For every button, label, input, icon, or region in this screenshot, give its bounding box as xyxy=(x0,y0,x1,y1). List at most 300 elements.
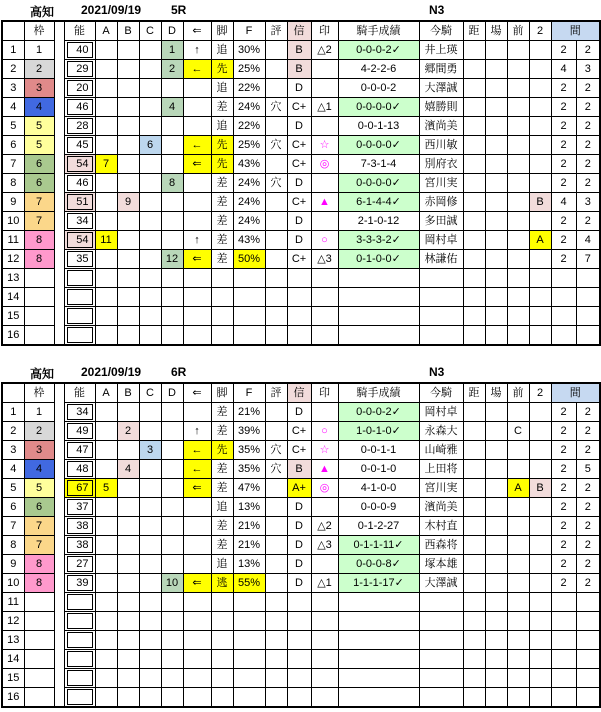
prev-cell[interactable] xyxy=(507,288,529,307)
eval-cell[interactable]: 穴 xyxy=(265,174,287,193)
mark-cell[interactable] xyxy=(311,593,338,612)
arrow-cell[interactable] xyxy=(183,593,211,612)
arrow-cell[interactable]: ↑ xyxy=(183,41,211,60)
frame-cell[interactable]: 1 xyxy=(24,403,54,422)
rank-d-cell[interactable]: 10 xyxy=(161,574,183,593)
f-rate-cell[interactable] xyxy=(233,688,265,708)
ability-cell[interactable] xyxy=(64,307,95,326)
jockey-record-cell[interactable] xyxy=(338,631,419,650)
interval-cell-2[interactable]: 2 xyxy=(576,155,600,174)
eval-cell[interactable]: 穴 xyxy=(265,460,287,479)
confidence-cell[interactable]: C+ xyxy=(287,193,311,212)
jockey-name-cell[interactable] xyxy=(419,688,463,708)
prev-cell[interactable] xyxy=(507,269,529,288)
track-cell[interactable] xyxy=(485,498,507,517)
distance-cell[interactable] xyxy=(463,593,485,612)
row-number-cell[interactable]: 15 xyxy=(2,307,24,326)
f-rate-cell[interactable] xyxy=(233,650,265,669)
confidence-cell[interactable]: D xyxy=(287,212,311,231)
rank-c-cell[interactable] xyxy=(139,155,161,174)
eval-cell[interactable] xyxy=(265,403,287,422)
rank-b-cell[interactable] xyxy=(117,41,139,60)
rank-b-cell[interactable] xyxy=(117,79,139,98)
jockey-name-cell[interactable]: 嬉勝則 xyxy=(419,98,463,117)
confidence-cell[interactable]: C+ xyxy=(287,441,311,460)
rank-c-cell[interactable] xyxy=(139,669,161,688)
frame-cell[interactable] xyxy=(24,288,54,307)
row-number-cell[interactable]: 12 xyxy=(2,612,24,631)
rank-c-cell[interactable] xyxy=(139,193,161,212)
confidence-cell[interactable] xyxy=(287,288,311,307)
distance-cell[interactable] xyxy=(463,555,485,574)
leg-type-cell[interactable]: 追 xyxy=(211,498,233,517)
eval-cell[interactable] xyxy=(265,231,287,250)
rank-b-cell[interactable] xyxy=(117,612,139,631)
interval-cell-2[interactable] xyxy=(576,307,600,326)
prev-cell[interactable] xyxy=(507,441,529,460)
jockey-record-cell[interactable] xyxy=(338,269,419,288)
jockey-name-cell[interactable] xyxy=(419,612,463,631)
gap-cell[interactable] xyxy=(54,403,64,422)
frame-cell[interactable] xyxy=(24,326,54,346)
rank-a-cell[interactable] xyxy=(95,441,117,460)
prev-cell[interactable] xyxy=(507,688,529,708)
f-rate-cell[interactable]: 24% xyxy=(233,193,265,212)
rank-d-cell[interactable] xyxy=(161,288,183,307)
interval-cell-1[interactable]: 2 xyxy=(551,136,576,155)
two-cell[interactable] xyxy=(529,460,551,479)
track-cell[interactable] xyxy=(485,441,507,460)
arrow-cell[interactable] xyxy=(183,669,211,688)
interval-cell-2[interactable] xyxy=(576,612,600,631)
rank-c-cell[interactable] xyxy=(139,326,161,346)
track-cell[interactable] xyxy=(485,288,507,307)
interval-cell-1[interactable]: 2 xyxy=(551,422,576,441)
ability-cell[interactable] xyxy=(64,250,95,269)
arrow-cell[interactable] xyxy=(183,403,211,422)
leg-type-cell[interactable]: 差 xyxy=(211,517,233,536)
jockey-record-cell[interactable]: 0-1-1-11✓ xyxy=(338,536,419,555)
f-rate-cell[interactable]: 55% xyxy=(233,574,265,593)
rank-d-cell[interactable] xyxy=(161,688,183,708)
rank-d-cell[interactable] xyxy=(161,498,183,517)
eval-cell[interactable] xyxy=(265,593,287,612)
confidence-cell[interactable]: C+ xyxy=(287,250,311,269)
f-rate-cell[interactable] xyxy=(233,612,265,631)
interval-cell-2[interactable]: 2 xyxy=(576,136,600,155)
leg-type-cell[interactable]: 追 xyxy=(211,117,233,136)
distance-cell[interactable] xyxy=(463,631,485,650)
row-number-cell[interactable]: 15 xyxy=(2,669,24,688)
jockey-name-cell[interactable]: 濱尚美 xyxy=(419,498,463,517)
interval-cell-2[interactable] xyxy=(576,631,600,650)
interval-cell-1[interactable] xyxy=(551,612,576,631)
interval-cell-1[interactable]: 2 xyxy=(551,174,576,193)
row-number-cell[interactable]: 14 xyxy=(2,650,24,669)
confidence-cell[interactable] xyxy=(287,631,311,650)
frame-cell[interactable]: 7 xyxy=(24,212,54,231)
mark-cell[interactable]: ○ xyxy=(311,231,338,250)
rank-d-cell[interactable] xyxy=(161,422,183,441)
distance-cell[interactable] xyxy=(463,174,485,193)
distance-cell[interactable] xyxy=(463,574,485,593)
jockey-record-cell[interactable]: 4-1-0-0 xyxy=(338,479,419,498)
rank-c-cell[interactable] xyxy=(139,41,161,60)
prev-cell[interactable] xyxy=(507,231,529,250)
rank-a-cell[interactable] xyxy=(95,555,117,574)
eval-cell[interactable] xyxy=(265,288,287,307)
frame-cell[interactable] xyxy=(24,650,54,669)
mark-cell[interactable]: △2 xyxy=(311,41,338,60)
leg-type-cell[interactable]: 差 xyxy=(211,250,233,269)
interval-cell-2[interactable]: 2 xyxy=(576,517,600,536)
leg-type-cell[interactable] xyxy=(211,326,233,346)
frame-cell[interactable] xyxy=(24,669,54,688)
row-number-cell[interactable]: 7 xyxy=(2,155,24,174)
eval-cell[interactable] xyxy=(265,669,287,688)
frame-cell[interactable]: 3 xyxy=(24,79,54,98)
rank-c-cell[interactable] xyxy=(139,98,161,117)
frame-cell[interactable]: 8 xyxy=(24,555,54,574)
eval-cell[interactable] xyxy=(265,307,287,326)
f-rate-cell[interactable] xyxy=(233,326,265,346)
distance-cell[interactable] xyxy=(463,41,485,60)
distance-cell[interactable] xyxy=(463,688,485,708)
rank-b-cell[interactable] xyxy=(117,650,139,669)
interval-cell-2[interactable] xyxy=(576,593,600,612)
eval-cell[interactable] xyxy=(265,517,287,536)
leg-type-cell[interactable]: 差 xyxy=(211,174,233,193)
rank-c-cell[interactable] xyxy=(139,555,161,574)
rank-d-cell[interactable] xyxy=(161,193,183,212)
f-rate-cell[interactable] xyxy=(233,269,265,288)
rank-b-cell[interactable] xyxy=(117,231,139,250)
distance-cell[interactable] xyxy=(463,288,485,307)
rank-c-cell[interactable] xyxy=(139,517,161,536)
track-cell[interactable] xyxy=(485,98,507,117)
interval-cell-1[interactable] xyxy=(551,669,576,688)
arrow-cell[interactable] xyxy=(183,212,211,231)
ability-cell[interactable] xyxy=(64,98,95,117)
track-cell[interactable] xyxy=(485,41,507,60)
jockey-name-cell[interactable]: 宮川実 xyxy=(419,174,463,193)
arrow-cell[interactable]: ⇐ xyxy=(183,574,211,593)
rank-c-cell[interactable] xyxy=(139,288,161,307)
rank-d-cell[interactable] xyxy=(161,307,183,326)
prev-cell[interactable] xyxy=(507,117,529,136)
arrow-cell[interactable] xyxy=(183,288,211,307)
prev-cell[interactable] xyxy=(507,669,529,688)
jockey-name-cell[interactable]: 濱尚美 xyxy=(419,117,463,136)
f-rate-cell[interactable]: 50% xyxy=(233,250,265,269)
track-cell[interactable] xyxy=(485,650,507,669)
rank-d-cell[interactable] xyxy=(161,79,183,98)
jockey-name-cell[interactable]: 岡村卓 xyxy=(419,231,463,250)
arrow-cell[interactable] xyxy=(183,536,211,555)
track-cell[interactable] xyxy=(485,612,507,631)
row-number-cell[interactable]: 7 xyxy=(2,517,24,536)
interval-cell-2[interactable]: 3 xyxy=(576,60,600,79)
track-cell[interactable] xyxy=(485,193,507,212)
rank-b-cell[interactable] xyxy=(117,136,139,155)
rank-a-cell[interactable]: 11 xyxy=(95,231,117,250)
rank-d-cell[interactable] xyxy=(161,650,183,669)
leg-type-cell[interactable]: 差 xyxy=(211,212,233,231)
track-cell[interactable] xyxy=(485,231,507,250)
two-cell[interactable] xyxy=(529,403,551,422)
confidence-cell[interactable]: D xyxy=(287,403,311,422)
track-cell[interactable] xyxy=(485,307,507,326)
ability-cell[interactable] xyxy=(64,650,95,669)
rank-c-cell[interactable] xyxy=(139,593,161,612)
jockey-name-cell[interactable]: 多田誠 xyxy=(419,212,463,231)
track-cell[interactable] xyxy=(485,269,507,288)
rank-a-cell[interactable] xyxy=(95,650,117,669)
ability-cell[interactable] xyxy=(64,593,95,612)
mark-cell[interactable]: ○ xyxy=(311,422,338,441)
leg-type-cell[interactable]: 差 xyxy=(211,193,233,212)
confidence-cell[interactable]: D xyxy=(287,174,311,193)
rank-d-cell[interactable] xyxy=(161,269,183,288)
jockey-record-cell[interactable] xyxy=(338,593,419,612)
f-rate-cell[interactable]: 25% xyxy=(233,60,265,79)
f-rate-cell[interactable]: 13% xyxy=(233,498,265,517)
gap-cell[interactable] xyxy=(54,631,64,650)
ability-cell[interactable] xyxy=(64,574,95,593)
distance-cell[interactable] xyxy=(463,98,485,117)
rank-d-cell[interactable] xyxy=(161,460,183,479)
leg-type-cell[interactable] xyxy=(211,612,233,631)
ability-cell[interactable] xyxy=(64,117,95,136)
f-rate-cell[interactable] xyxy=(233,307,265,326)
ability-cell[interactable] xyxy=(64,155,95,174)
eval-cell[interactable] xyxy=(265,117,287,136)
gap-cell[interactable] xyxy=(54,307,64,326)
interval-cell-2[interactable] xyxy=(576,269,600,288)
confidence-cell[interactable]: D xyxy=(287,117,311,136)
rank-d-cell[interactable] xyxy=(161,593,183,612)
gap-cell[interactable] xyxy=(54,498,64,517)
mark-cell[interactable] xyxy=(311,555,338,574)
rank-b-cell[interactable] xyxy=(117,60,139,79)
arrow-cell[interactable] xyxy=(183,326,211,346)
row-number-cell[interactable]: 8 xyxy=(2,536,24,555)
f-rate-cell[interactable]: 24% xyxy=(233,174,265,193)
two-cell[interactable] xyxy=(529,174,551,193)
mark-cell[interactable] xyxy=(311,403,338,422)
prev-cell[interactable] xyxy=(507,517,529,536)
two-cell[interactable] xyxy=(529,212,551,231)
distance-cell[interactable] xyxy=(463,460,485,479)
rank-d-cell[interactable] xyxy=(161,517,183,536)
rank-c-cell[interactable] xyxy=(139,422,161,441)
rank-b-cell[interactable]: 2 xyxy=(117,422,139,441)
mark-cell[interactable]: ◎ xyxy=(311,479,338,498)
rank-a-cell[interactable]: 5 xyxy=(95,479,117,498)
leg-type-cell[interactable]: 追 xyxy=(211,555,233,574)
f-rate-cell[interactable]: 25% xyxy=(233,136,265,155)
interval-cell-2[interactable] xyxy=(576,326,600,346)
rank-d-cell[interactable] xyxy=(161,136,183,155)
confidence-cell[interactable]: C+ xyxy=(287,422,311,441)
frame-cell[interactable]: 7 xyxy=(24,536,54,555)
row-number-cell[interactable]: 14 xyxy=(2,288,24,307)
mark-cell[interactable] xyxy=(311,60,338,79)
interval-cell-1[interactable]: 2 xyxy=(551,41,576,60)
row-number-cell[interactable]: 6 xyxy=(2,136,24,155)
jockey-record-cell[interactable]: 0-0-0-8✓ xyxy=(338,555,419,574)
gap-cell[interactable] xyxy=(54,250,64,269)
jockey-record-cell[interactable] xyxy=(338,307,419,326)
interval-cell-1[interactable]: 2 xyxy=(551,479,576,498)
mark-cell[interactable] xyxy=(311,79,338,98)
gap-cell[interactable] xyxy=(54,574,64,593)
gap-cell[interactable] xyxy=(54,669,64,688)
arrow-cell[interactable]: ⇐ xyxy=(183,479,211,498)
leg-type-cell[interactable]: 差 xyxy=(211,422,233,441)
gap-cell[interactable] xyxy=(54,155,64,174)
f-rate-cell[interactable] xyxy=(233,593,265,612)
gap-cell[interactable] xyxy=(54,174,64,193)
rank-d-cell[interactable] xyxy=(161,403,183,422)
rank-c-cell[interactable] xyxy=(139,688,161,708)
gap-cell[interactable] xyxy=(54,117,64,136)
arrow-cell[interactable] xyxy=(183,498,211,517)
jockey-record-cell[interactable]: 1-0-1-0✓ xyxy=(338,422,419,441)
mark-cell[interactable] xyxy=(311,269,338,288)
gap-cell[interactable] xyxy=(54,460,64,479)
mark-cell[interactable] xyxy=(311,688,338,708)
rank-b-cell[interactable]: 4 xyxy=(117,460,139,479)
rank-c-cell[interactable] xyxy=(139,117,161,136)
leg-type-cell[interactable] xyxy=(211,288,233,307)
prev-cell[interactable] xyxy=(507,307,529,326)
row-number-cell[interactable]: 4 xyxy=(2,98,24,117)
row-number-cell[interactable]: 8 xyxy=(2,174,24,193)
leg-type-cell[interactable]: 先 xyxy=(211,136,233,155)
jockey-record-cell[interactable]: 4-2-2-6 xyxy=(338,60,419,79)
ability-cell[interactable] xyxy=(64,79,95,98)
track-cell[interactable] xyxy=(485,536,507,555)
rank-c-cell[interactable] xyxy=(139,479,161,498)
two-cell[interactable] xyxy=(529,650,551,669)
ability-cell[interactable] xyxy=(64,498,95,517)
rank-a-cell[interactable]: 7 xyxy=(95,155,117,174)
two-cell[interactable]: A xyxy=(529,231,551,250)
f-rate-cell[interactable]: 21% xyxy=(233,403,265,422)
jockey-name-cell[interactable]: 別府衣 xyxy=(419,155,463,174)
jockey-record-cell[interactable]: 3-3-3-2✓ xyxy=(338,231,419,250)
rank-c-cell[interactable] xyxy=(139,536,161,555)
jockey-record-cell[interactable]: 7-3-1-4 xyxy=(338,155,419,174)
interval-cell-1[interactable]: 4 xyxy=(551,193,576,212)
rank-c-cell[interactable] xyxy=(139,631,161,650)
arrow-cell[interactable] xyxy=(183,650,211,669)
leg-type-cell[interactable]: 差 xyxy=(211,403,233,422)
f-rate-cell[interactable]: 39% xyxy=(233,422,265,441)
prev-cell[interactable] xyxy=(507,174,529,193)
confidence-cell[interactable] xyxy=(287,593,311,612)
rank-b-cell[interactable] xyxy=(117,498,139,517)
mark-cell[interactable] xyxy=(311,612,338,631)
ability-cell[interactable] xyxy=(64,555,95,574)
jockey-record-cell[interactable] xyxy=(338,288,419,307)
interval-cell-1[interactable] xyxy=(551,269,576,288)
leg-type-cell[interactable]: 先 xyxy=(211,60,233,79)
rank-d-cell[interactable] xyxy=(161,117,183,136)
confidence-cell[interactable]: D xyxy=(287,231,311,250)
eval-cell[interactable] xyxy=(265,498,287,517)
two-cell[interactable] xyxy=(529,612,551,631)
mark-cell[interactable] xyxy=(311,631,338,650)
jockey-record-cell[interactable]: 0-0-0-2✓ xyxy=(338,41,419,60)
leg-type-cell[interactable] xyxy=(211,669,233,688)
arrow-cell[interactable] xyxy=(183,307,211,326)
leg-type-cell[interactable] xyxy=(211,593,233,612)
eval-cell[interactable] xyxy=(265,79,287,98)
distance-cell[interactable] xyxy=(463,403,485,422)
rank-a-cell[interactable] xyxy=(95,288,117,307)
f-rate-cell[interactable] xyxy=(233,288,265,307)
confidence-cell[interactable] xyxy=(287,326,311,346)
f-rate-cell[interactable]: 43% xyxy=(233,155,265,174)
f-rate-cell[interactable]: 35% xyxy=(233,441,265,460)
frame-cell[interactable]: 7 xyxy=(24,517,54,536)
rank-a-cell[interactable] xyxy=(95,517,117,536)
rank-d-cell[interactable] xyxy=(161,441,183,460)
confidence-cell[interactable]: D xyxy=(287,517,311,536)
eval-cell[interactable]: 穴 xyxy=(265,441,287,460)
track-cell[interactable] xyxy=(485,688,507,708)
rank-d-cell[interactable] xyxy=(161,326,183,346)
frame-cell[interactable]: 3 xyxy=(24,441,54,460)
frame-cell[interactable]: 6 xyxy=(24,155,54,174)
two-cell[interactable] xyxy=(529,60,551,79)
arrow-cell[interactable] xyxy=(183,517,211,536)
prev-cell[interactable] xyxy=(507,136,529,155)
rank-d-cell[interactable] xyxy=(161,536,183,555)
rank-b-cell[interactable] xyxy=(117,250,139,269)
interval-cell-1[interactable]: 2 xyxy=(551,555,576,574)
ability-cell[interactable] xyxy=(64,479,95,498)
interval-cell-2[interactable]: 2 xyxy=(576,98,600,117)
track-cell[interactable] xyxy=(485,517,507,536)
row-number-cell[interactable]: 9 xyxy=(2,555,24,574)
track-cell[interactable] xyxy=(485,403,507,422)
frame-cell[interactable] xyxy=(24,612,54,631)
two-cell[interactable] xyxy=(529,631,551,650)
confidence-cell[interactable] xyxy=(287,269,311,288)
interval-cell-2[interactable]: 2 xyxy=(576,574,600,593)
interval-cell-2[interactable]: 2 xyxy=(576,174,600,193)
gap-cell[interactable] xyxy=(54,193,64,212)
interval-cell-2[interactable] xyxy=(576,688,600,708)
rank-b-cell[interactable] xyxy=(117,555,139,574)
two-cell[interactable] xyxy=(529,593,551,612)
rank-d-cell[interactable] xyxy=(161,155,183,174)
rank-a-cell[interactable] xyxy=(95,593,117,612)
jockey-name-cell[interactable]: 井上瑛 xyxy=(419,41,463,60)
jockey-name-cell[interactable] xyxy=(419,288,463,307)
mark-cell[interactable]: △2 xyxy=(311,517,338,536)
prev-cell[interactable] xyxy=(507,403,529,422)
prev-cell[interactable] xyxy=(507,41,529,60)
f-rate-cell[interactable]: 21% xyxy=(233,536,265,555)
confidence-cell[interactable]: D xyxy=(287,79,311,98)
mark-cell[interactable]: ▲ xyxy=(311,193,338,212)
ability-cell[interactable] xyxy=(64,631,95,650)
two-cell[interactable] xyxy=(529,669,551,688)
